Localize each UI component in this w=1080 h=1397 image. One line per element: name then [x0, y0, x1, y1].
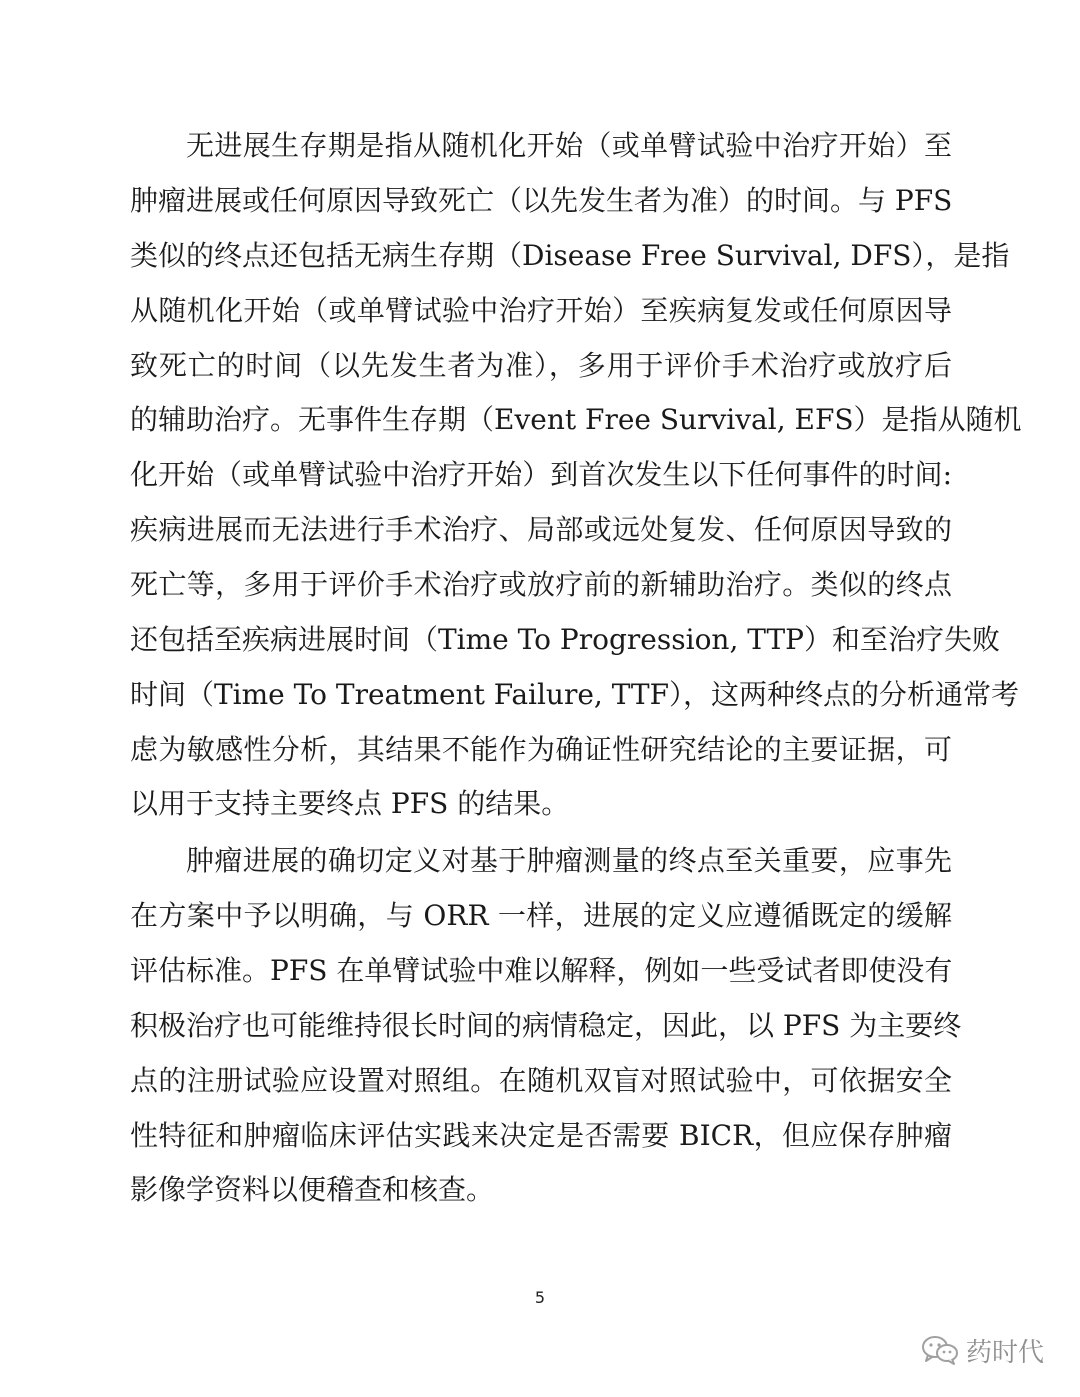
- text-line: 评估标准。PFS 在单臂试验中难以解释，例如一些受试者即使没有: [130, 954, 953, 987]
- text-line: 致死亡的时间（以先发生者为准），多用于评价手术治疗或放疗后: [130, 349, 952, 382]
- text-line: 点的注册试验应设置对照组。在随机双盲对照试验中，可依据安全: [130, 1064, 952, 1097]
- wechat-icon: [920, 1334, 960, 1366]
- text-line: 还包括至疾病进展时间（Time To Progression, TTP）和至治疗失败: [130, 623, 1000, 656]
- text-line: 的辅助治疗。无事件生存期（Event Free Survival, EFS）是指从随机: [130, 403, 1022, 436]
- text-line: 影像学资料以便稽查和核查。: [130, 1173, 495, 1206]
- text-line: 无进展生存期是指从随机化开始（或单臂试验中治疗开始）至: [186, 129, 952, 162]
- text-line: 肿瘤进展或任何原因导致死亡（以先发生者为准）的时间。与 PFS: [130, 184, 953, 217]
- text-line: 肿瘤进展的确切定义对基于肿瘤测量的终点至关重要，应事先: [186, 844, 952, 877]
- watermark-text: 药时代: [966, 1337, 1045, 1368]
- text-line: 虑为敏感性分析，其结果不能作为确证性研究结论的主要证据，可: [130, 733, 952, 766]
- text-line: 以用于支持主要终点 PFS 的结果。: [130, 787, 570, 820]
- watermark: [920, 1333, 1044, 1367]
- text-line: 积极治疗也可能维持很长时间的病情稳定，因此，以 PFS 为主要终: [130, 1009, 962, 1042]
- text-line: 死亡等，多用于评价手术治疗或放疗前的新辅助治疗。类似的终点: [130, 568, 952, 601]
- text-line: 类似的终点还包括无病生存期（Disease Free Survival, DFS），是指: [130, 239, 1010, 272]
- text-line: 从随机化开始（或单臂试验中治疗开始）至疾病复发或任何原因导: [130, 294, 952, 327]
- page-number: 5: [534, 1288, 546, 1307]
- text-line: 性特征和肿瘤临床评估实践来决定是否需要 BICR，但应保存肿瘤: [130, 1119, 952, 1152]
- text-line: 在方案中予以明确，与 ORR 一样，进展的定义应遵循既定的缓解: [130, 899, 952, 932]
- text-line: 疾病进展而无法进行手术治疗、局部或远处复发、任何原因导致的: [130, 513, 952, 546]
- text-line: 时间（Time To Treatment Failure, TTF），这两种终点的分析通常考: [130, 678, 1020, 711]
- text-line: 化开始（或单臂试验中治疗开始）到首次发生以下任何事件的时间:: [130, 458, 952, 491]
